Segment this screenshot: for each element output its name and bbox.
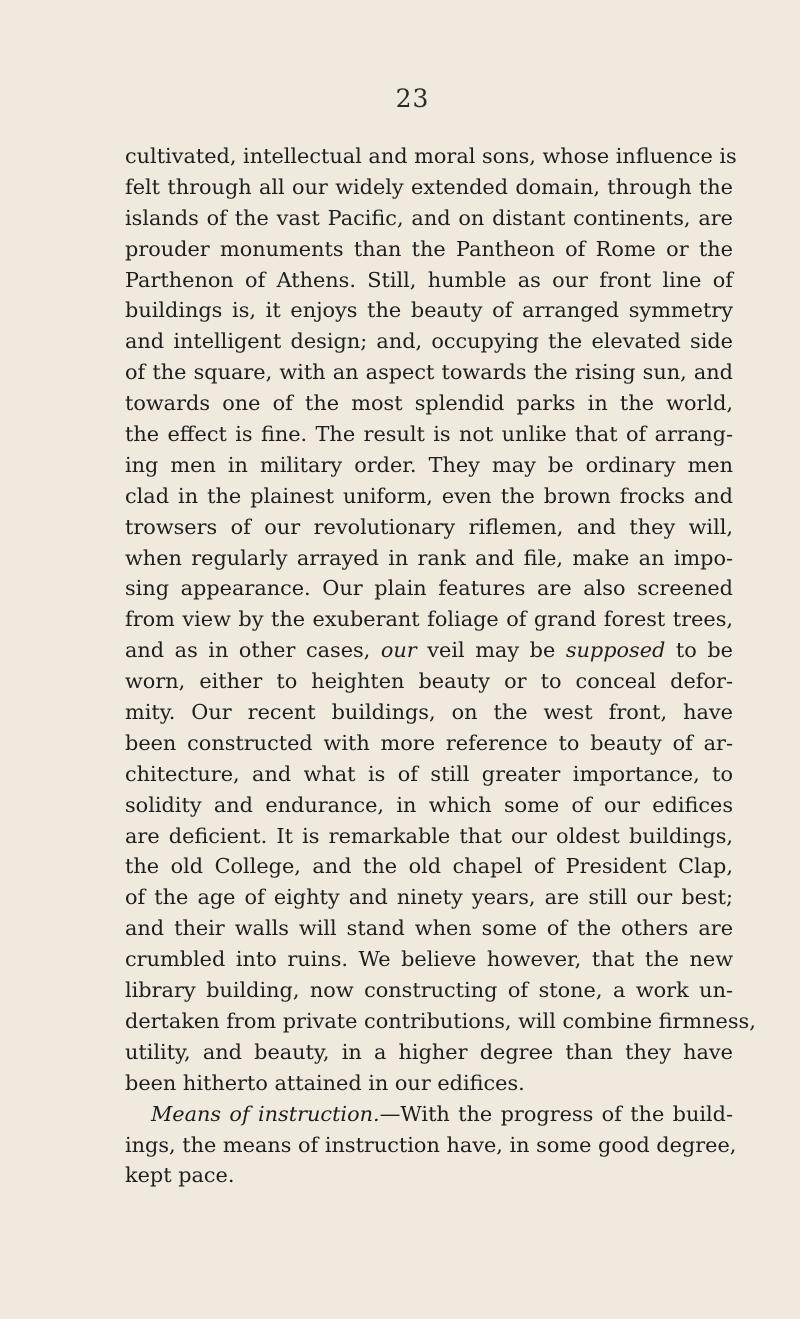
text-line: been hitherto attained in our edifices.	[125, 1070, 525, 1095]
page-number: 23	[395, 84, 430, 113]
text-line: the effect is fine. The result is not unlike that of arrang-	[125, 422, 733, 447]
text-segment: veil may be	[427, 638, 556, 663]
text-line: ing men in military order. They may be ordinary men	[125, 452, 733, 477]
text-line: cultivated, intellectual and moral sons, whose influence is	[125, 144, 737, 168]
text-line: the old College, and the old chapel of President Clap,	[125, 854, 733, 879]
text-segment: —With the progress of the build-	[379, 1101, 733, 1126]
text-line: of the square, with an aspect towards the rising sun, and	[125, 360, 733, 385]
text-line: trowsers of our revolutionary riflemen, and they will,	[125, 514, 733, 539]
text-line: when regularly arrayed in rank and file, make an impo-	[125, 545, 733, 570]
text-line: dertaken from private contributions, will combine firmness,	[125, 1008, 756, 1033]
section-heading-line	[125, 1099, 733, 1130]
text-line: of the age of eighty and ninety years, are still our best;	[125, 885, 733, 910]
text-line: clad in the plainest uniform, even the brown frocks and	[125, 483, 733, 508]
text-line: utility, and beauty, in a higher degree than they have	[125, 1039, 733, 1064]
text-line: Parthenon of Athens. Still, humble as our front line of	[125, 267, 733, 292]
text-line: kept pace.	[125, 1163, 235, 1188]
text-line	[125, 635, 733, 666]
text-line: worn, either to heighten beauty or to conceal defor-	[125, 669, 733, 694]
italic-emphasis: supposed	[565, 638, 666, 663]
text-line: and intelligent design; and, occupying the elevated side	[125, 329, 733, 354]
text-line: sing appearance. Our plain features are also screened	[125, 576, 733, 601]
text-segment: and as in other cases,	[125, 638, 371, 663]
text-line: chitecture, and what is of still greater importance, to	[125, 761, 733, 786]
text-line: crumbled into ruins. We believe however, that the new	[125, 947, 733, 972]
italic-emphasis: our	[380, 638, 417, 663]
text-line: felt through all our widely extended domain, through the	[125, 174, 733, 199]
text-segment: to be	[675, 638, 733, 663]
text-line: buildings is, it enjoys the beauty of arranged symmetry	[125, 298, 733, 323]
text-line: prouder monuments than the Pantheon of Rome or the	[125, 236, 733, 261]
text-line: islands of the vast Pacific, and on distant continents, are	[125, 205, 733, 230]
text-line: mity. Our recent buildings, on the west front, have	[125, 700, 733, 725]
text-line: ings, the means of instruction have, in some good degree,	[125, 1132, 737, 1157]
text-line: solidity and endurance, in which some of our edifices	[125, 792, 733, 817]
text-line: towards one of the most splendid parks in the world,	[125, 391, 733, 416]
body-text	[125, 141, 756, 1191]
text-line: and their walls will stand when some of the others are	[125, 916, 733, 941]
text-line: from view by the exuberant foliage of grand forest trees,	[125, 607, 733, 632]
text-line: been constructed with more reference to beauty of ar-	[125, 730, 733, 755]
text-line: library building, now constructing of stone, a work un-	[125, 978, 733, 1003]
section-heading: Means of instruction.	[151, 1101, 380, 1126]
text-line: are deficient. It is remarkable that our oldest buildings,	[125, 823, 733, 848]
